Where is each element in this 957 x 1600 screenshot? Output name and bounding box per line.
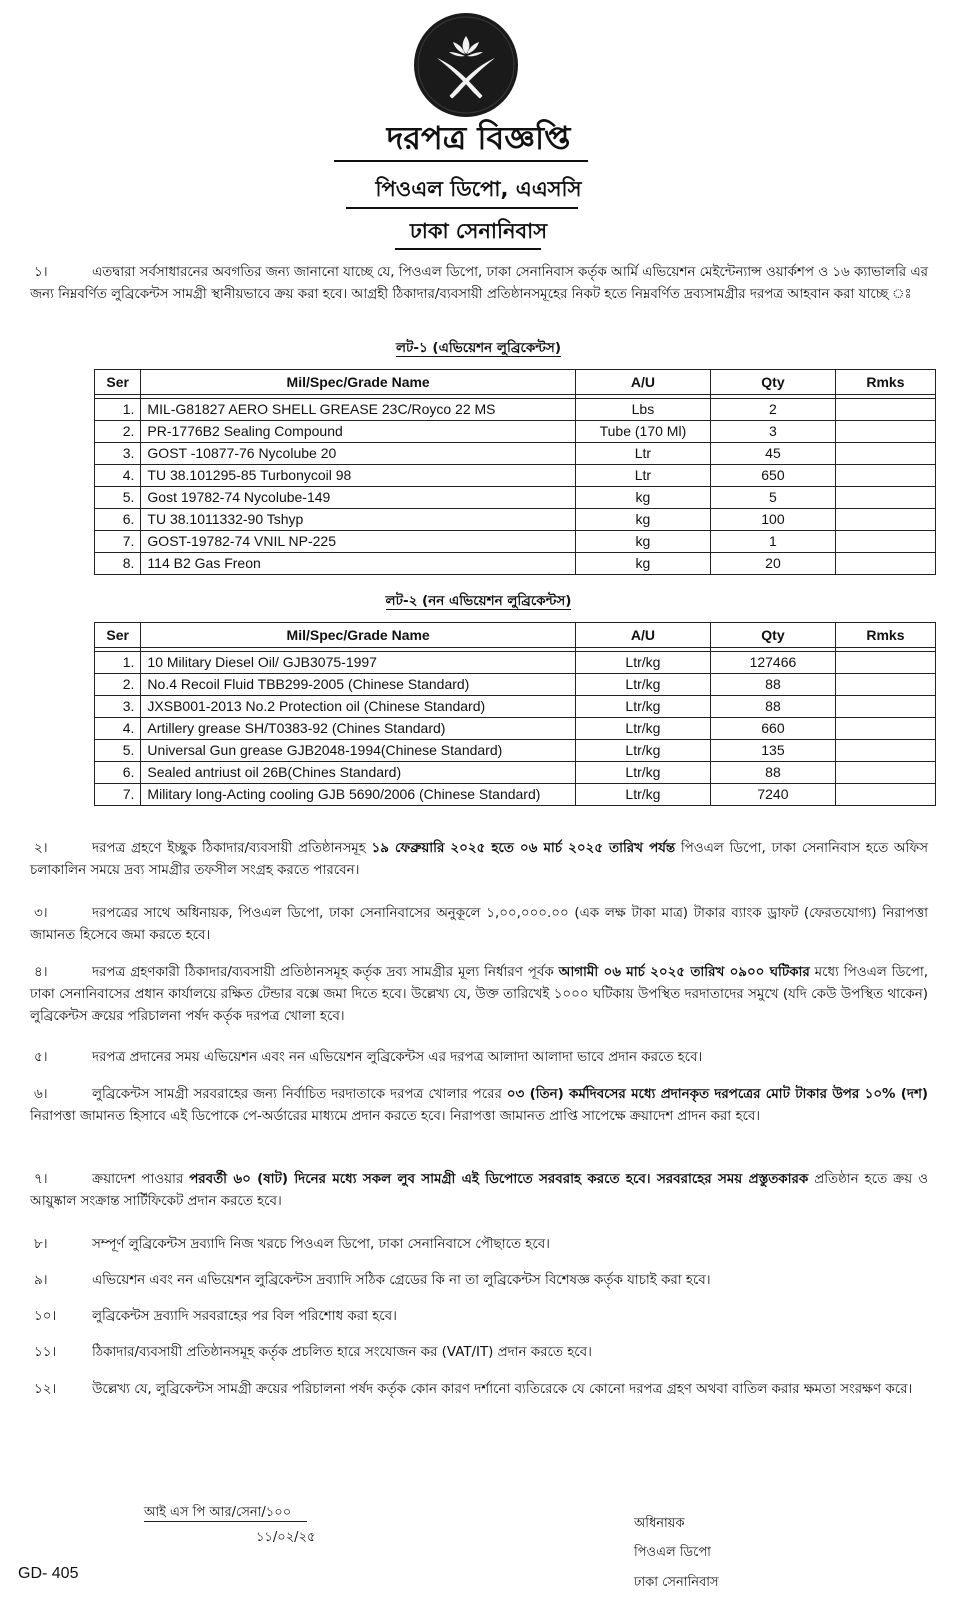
cell-name: Gost 19782-74 Nycolube-149 (141, 487, 575, 509)
table-row (95, 740, 936, 762)
cell-ser: 5. (95, 740, 141, 762)
cell-qty: 2 (711, 399, 836, 421)
clause-number: ৩। (34, 906, 48, 921)
cell-ser: 1. (95, 652, 141, 674)
cell-au: Ltr/kg (575, 696, 710, 718)
cell-rmks (835, 784, 935, 806)
cell-rmks (835, 553, 935, 575)
cell-au: Ltr/kg (575, 718, 710, 740)
location-underline (395, 248, 541, 250)
table-row (95, 652, 936, 674)
lot-1-title: লট-১ (এভিয়েশন লুব্রিকেন্টস) (395, 340, 562, 356)
lot-2-table (94, 622, 936, 806)
table-row (95, 443, 936, 465)
clause-10: ১০। লুব্রিকেন্টস দ্রব্যাদি সরবরাহের পর বিল পরিশোধ করা হবে। (30, 1306, 928, 1328)
clause-text: এতদ্বারা সর্বসাধারনের অবগতির জন্য জানানো যাচ্ছে যে, পিওএল ডিপো, ঢাকা সেনানিবাস কর্তৃক আর্মি এভিয়েশন মেইন্টেন্যান্স ওয়ার্কশপ ও ১৬ ক্যাভালরি এর জন্য নিম্নবর্ণিত লুব্রিকেন্টস সামগ্রী স্থানীয়ভাবে ক্রয় করা হবে। আগ্রহী ঠিকাদার/ব্যবসায়ী প্রতিষ্ঠানসমূহের নিকট হতে নিম্নবর্ণিত দ্রব্যসামগ্রীর দরপত্র আহবান করা যাচ্ছে ঃ (30, 265, 928, 302)
col-au: A/U (575, 623, 710, 648)
table-row (95, 718, 936, 740)
cell-ser: 2. (95, 674, 141, 696)
clause-8: ৮। সম্পূর্ণ লুব্রিকেন্টস দ্রব্যাদি নিজ খরচে পিওএল ডিপো, ঢাকা সেনানিবাসে পৌছাতে হবে। (30, 1234, 928, 1256)
cell-name: Universal Gun grease GJB2048-1994(Chinese Standard) (141, 740, 575, 762)
cell-rmks (835, 399, 935, 421)
cell-name: GOST-19782-74 VNIL NP-225 (141, 531, 575, 553)
clause-number: ৪। (34, 965, 48, 980)
cell-name: PR-1776B2 Sealing Compound (141, 421, 575, 443)
cell-qty: 650 (711, 465, 836, 487)
lot-1-table (94, 369, 936, 575)
cell-rmks (835, 509, 935, 531)
lot-2-title: লট-২ (নন এভিয়েশন লুব্রিকেন্টস) (385, 593, 572, 609)
col-name: Mil/Spec/Grade Name (141, 623, 575, 648)
cell-name: TU 38.1011332-90 Tshyp (141, 509, 575, 531)
cell-rmks (835, 443, 935, 465)
cell-rmks (835, 740, 935, 762)
cell-ser: 8. (95, 553, 141, 575)
cell-rmks (835, 531, 935, 553)
issue-date: ১১/০২/২৫ (256, 1530, 316, 1545)
location-name: ঢাকা সেনানিবাস (409, 219, 548, 243)
cell-qty: 5 (711, 487, 836, 509)
cell-ser: 5. (95, 487, 141, 509)
cell-au: Ltr/kg (575, 762, 710, 784)
signatory-unit: পিওএল ডিপো (634, 1545, 711, 1560)
clause-7: ৭। ক্রয়াদেশ পাওয়ার পরবর্তী ৬০ (ষাট) দিনের মধ্যে সকল লুব সামগ্রী এই ডিপোতে সরবরাহ করতে হবে। সরবরাহের সময় প্রস্তুতকারক প্রতিষ্ঠান হতে ক্রয় ও আয়ুষ্কাল সংক্রান্ত সার্টিফিকেট প্রদান করতে হবে। (30, 1169, 928, 1213)
col-ser: Ser (95, 623, 141, 648)
clause-11: ১১। ঠিকাদার/ব্যবসায়ী প্রতিষ্ঠানসমূহ কর্তৃক প্রচলিত হারে সংযোজন কর (VAT/IT) প্রদান করতে হবে। (30, 1342, 928, 1364)
table-header-row (95, 370, 936, 395)
clause-2: ২। দরপত্র গ্রহণে ইচ্ছুক ঠিকাদার/ব্যবসায়ী প্রতিষ্ঠানসমূহ ১৯ ফেব্রুয়ারি ২০২৫ হতে ০৬ মার্চ ২০২৫ তারিখ পর্যন্ত পিওএল ডিপো, ঢাকা সেনানিবাস হতে অফিস চলাকালিন সময়ে দ্রব্য সামগ্রীর তফসীল সংগ্রহ করতে পারবেন। (30, 838, 928, 882)
reference-number: আই এস পি আর/সেনা/১০০ (144, 1505, 292, 1520)
cell-qty: 7240 (711, 784, 836, 806)
cell-au: Ltr/kg (575, 652, 710, 674)
cell-qty: 45 (711, 443, 836, 465)
col-name: Mil/Spec/Grade Name (141, 370, 575, 395)
clause-9: ৯। এভিয়েশন এবং নন এভিয়েশন লুব্রিকেন্টস দ্রব্যাদি সঠিক গ্রেডের কি না তা লুব্রিকেন্টস বিশেষজ্ঞ কর্তৃক যাচাই করা হবে। (30, 1270, 928, 1292)
clause-number: ৯। (34, 1273, 48, 1288)
clause-5: ৫। দরপত্র প্রদানের সময় এভিয়েশন এবং নন এভিয়েশন লুব্রিকেন্টস এর দরপত্র আলাদা আলাদা ভাবে প্রদান করতে হবে। (30, 1047, 928, 1069)
cell-au: kg (575, 531, 710, 553)
cell-au: Ltr/kg (575, 740, 710, 762)
table-row (95, 399, 936, 421)
col-rmks: Rmks (835, 623, 935, 648)
title-underline (334, 160, 588, 162)
clause-number: ১১। (34, 1345, 57, 1360)
cell-rmks (835, 696, 935, 718)
table-row (95, 553, 936, 575)
cell-rmks (835, 652, 935, 674)
table-row (95, 421, 936, 443)
cell-ser: 3. (95, 443, 141, 465)
clause-number: ১০। (34, 1309, 57, 1324)
cell-qty: 88 (711, 674, 836, 696)
cell-name: MIL-G81827 AERO SHELL GREASE 23C/Royco 22 MS (141, 399, 575, 421)
army-emblem-icon (413, 12, 519, 118)
cell-au: Lbs (575, 399, 710, 421)
cell-au: Ltr (575, 443, 710, 465)
clause-1 (30, 262, 928, 306)
cell-qty: 88 (711, 696, 836, 718)
cell-name: 10 Military Diesel Oil/ GJB3075-1997 (141, 652, 575, 674)
col-rmks: Rmks (835, 370, 935, 395)
clause-3: ৩। দরপত্রের সাথে অধিনায়ক, পিওএল ডিপো, ঢাকা সেনানিবাসের অনুকূলে ১,০০,০০০.০০ (এক লক্ষ টাকা মাত্র) টাকার ব্যাংক ড্রাফট (ফেরতযোগ্য) নিরাপত্তা জামানত হিসেবে জমা করতে হবে। (30, 903, 928, 947)
cell-au: Tube (170 Ml) (575, 421, 710, 443)
clause-number: ৭। (34, 1172, 48, 1187)
cell-qty: 135 (711, 740, 836, 762)
clause-6: ৬। লুব্রিকেন্টস সামগ্রী সরবরাহের জন্য নির্বাচিত দরদাতাকে দরপত্র খোলার পরের ০৩ (তিন) কর্মদিবসের মধ্যে প্রদানকৃত দরপত্রের মোট টাকার উপর ১০% (দশ) নিরাপত্তা জামানত হিসাবে এই ডিপোকে পে-অর্ডারের মাধ্যমে প্রদান করতে হবে। নিরাপত্তা জামানত প্রাপ্তি সাপেক্ষে ক্রয়াদেশ প্রাদন করা হবে। (30, 1084, 928, 1128)
cell-name: Military long-Acting cooling GJB 5690/2006 (Chinese Standard) (141, 784, 575, 806)
cell-name: No.4 Recoil Fluid TBB299-2005 (Chinese Standard) (141, 674, 575, 696)
table-row (95, 531, 936, 553)
document-code: GD- 405 (18, 1565, 79, 1582)
cell-au: Ltr (575, 465, 710, 487)
cell-name: JXSB001-2013 No.2 Protection oil (Chinese Standard) (141, 696, 575, 718)
cell-qty: 100 (711, 509, 836, 531)
col-au: A/U (575, 370, 710, 395)
cell-rmks (835, 762, 935, 784)
cell-au: kg (575, 487, 710, 509)
cell-rmks (835, 674, 935, 696)
table-row (95, 509, 936, 531)
cell-ser: 4. (95, 465, 141, 487)
cell-au: Ltr/kg (575, 674, 710, 696)
col-qty: Qty (711, 623, 836, 648)
cell-au: kg (575, 509, 710, 531)
clause-4: ৪। দরপত্র গ্রহণকারী ঠিকাদার/ব্যবসায়ী প্রতিষ্ঠানসমূহ কর্তৃক দ্রব্য সামগ্রীর মূল্য নির্ধারণ পূর্বক আগামী ০৬ মার্চ ২০২৫ তারিখ ০৯০০ ঘটিকার মধ্যে পিওএল ডিপো, ঢাকা সেনানিবাসের প্রধান কার্যালয়ে রক্ষিত টেন্ডার বক্সে জমা দিতে হবে। উল্লেখ্য যে, উক্ত তারিখেই ১০০০ ঘটিকায় উপস্থিত দরদাতাদের সমুখে (যদি কেউ উপস্থিত থাকেন) লুব্রিকেন্টস ক্রয়ের পরিচালনা পর্ষদ কর্তৃক দরপত্র খোলা হবে। (30, 962, 928, 1028)
cell-ser: 7. (95, 531, 141, 553)
reference-underline (144, 1521, 307, 1522)
clause-12: ১২। উল্লেখ্য যে, লুব্রিকেন্টস সামগ্রী ক্রয়ের পরিচালনা পর্ষদ কর্তৃক কোন কারণ দর্শানো ব্যতিরেকে যে কোনো দরপত্র গ্রহণ অথবা বাতিল করার ক্ষমতা সংরক্ষণ করে। (30, 1379, 928, 1401)
cell-au: kg (575, 553, 710, 575)
cell-ser: 6. (95, 509, 141, 531)
cell-qty: 1 (711, 531, 836, 553)
table-row (95, 696, 936, 718)
cell-qty: 660 (711, 718, 836, 740)
clause-number: ১২। (34, 1382, 57, 1397)
cell-name: 114 B2 Gas Freon (141, 553, 575, 575)
cell-ser: 6. (95, 762, 141, 784)
col-qty: Qty (711, 370, 836, 395)
cell-qty: 88 (711, 762, 836, 784)
clause-number: ১। (34, 265, 48, 280)
cell-qty: 20 (711, 553, 836, 575)
cell-rmks (835, 465, 935, 487)
clause-number: ২। (34, 841, 48, 856)
table-row (95, 465, 936, 487)
table-row (95, 784, 936, 806)
cell-rmks (835, 718, 935, 740)
table-header-row (95, 623, 936, 648)
cell-ser: 1. (95, 399, 141, 421)
clause-number: ৮। (34, 1237, 48, 1252)
table-row (95, 674, 936, 696)
signatory-title: অধিনায়ক (634, 1516, 685, 1531)
org-name: পিওএল ডিপো, এএসসি (375, 177, 582, 201)
cell-ser: 3. (95, 696, 141, 718)
org-underline (346, 207, 578, 209)
cell-name: Sealed antriust oil 26B(Chines Standard) (141, 762, 575, 784)
signatory-location: ঢাকা সেনানিবাস (634, 1575, 719, 1590)
clause-number: ৫। (34, 1050, 48, 1065)
notice-title: দরপত্র বিজ্ঞপ্তি (386, 119, 571, 157)
cell-ser: 4. (95, 718, 141, 740)
cell-name: GOST -10877-76 Nycolube 20 (141, 443, 575, 465)
col-ser: Ser (95, 370, 141, 395)
cell-name: Artillery grease SH/T0383-92 (Chines Standard) (141, 718, 575, 740)
table-row (95, 487, 936, 509)
cell-rmks (835, 421, 935, 443)
clause-number: ৬। (34, 1087, 48, 1102)
cell-qty: 127466 (711, 652, 836, 674)
cell-ser: 2. (95, 421, 141, 443)
cell-au: Ltr/kg (575, 784, 710, 806)
cell-rmks (835, 487, 935, 509)
table-row (95, 762, 936, 784)
cell-name: TU 38.101295-85 Turbonycoil 98 (141, 465, 575, 487)
cell-qty: 3 (711, 421, 836, 443)
cell-ser: 7. (95, 784, 141, 806)
